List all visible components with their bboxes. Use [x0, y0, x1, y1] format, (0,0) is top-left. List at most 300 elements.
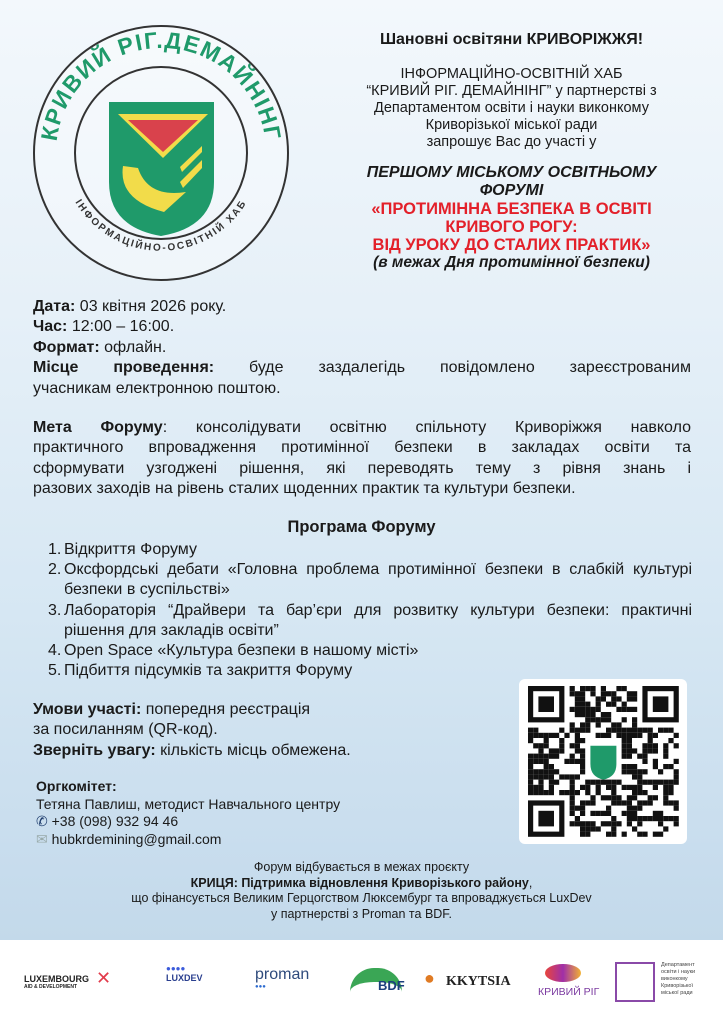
qr-module: [570, 707, 575, 712]
qr-module: [549, 764, 554, 769]
qr-module: [663, 790, 668, 795]
qr-module: [575, 790, 580, 795]
qr-module: [622, 811, 627, 816]
qr-module: [533, 785, 538, 790]
qr-module: [544, 733, 549, 738]
qr-module: [596, 722, 601, 727]
qr-module: [601, 821, 606, 826]
qr-module: [575, 816, 580, 821]
qr-module: [596, 785, 601, 790]
qr-module: [637, 806, 642, 811]
qr-module: [606, 717, 611, 722]
logo-kytsia: KKYTSIA: [446, 974, 511, 989]
qr-module: [575, 738, 580, 743]
qr-module: [653, 733, 658, 738]
qr-module: [590, 826, 595, 831]
qr-module: [637, 800, 642, 805]
program-title: Програма Форуму: [287, 518, 436, 536]
item-number: 3.: [48, 601, 62, 619]
qr-module: [632, 764, 637, 769]
qr-module: [570, 686, 575, 691]
qr-module: [627, 806, 632, 811]
qr-module: [590, 800, 595, 805]
qr-module: [575, 702, 580, 707]
org-title: Оргкомітет:: [36, 778, 117, 794]
qr-module: [585, 722, 590, 727]
qr-module: [538, 733, 543, 738]
qr-module: [580, 821, 585, 826]
qr-module: [580, 832, 585, 837]
qr-module: [668, 816, 673, 821]
qr-module: [616, 686, 621, 691]
logo-bdf: BDF: [378, 978, 405, 993]
kytsia-icon: ●: [424, 968, 435, 988]
qr-module: [544, 754, 549, 759]
logo-top-text: КРИВИЙ РІГ.ДЕМАЙНІНГ: [35, 26, 287, 143]
qr-module: [533, 790, 538, 795]
format-row: [33, 338, 691, 358]
footer-line: Форум відбувається в межах проєкту: [253, 860, 470, 874]
qr-module: [538, 790, 543, 795]
qr-module: [601, 696, 606, 701]
phone-row: [36, 813, 340, 831]
qr-module: [596, 826, 601, 831]
qr-module: [590, 795, 595, 800]
qr-module: [585, 790, 590, 795]
qr-module: [611, 785, 616, 790]
qr-module: [559, 728, 564, 733]
item-text: Підбиття підсумків та закриття Форуму: [64, 662, 353, 680]
qr-module: [642, 728, 647, 733]
qr-module: [549, 774, 554, 779]
qr-module: [637, 821, 642, 826]
qr-module: [528, 759, 533, 764]
qr-module: [663, 728, 668, 733]
qr-module: [616, 800, 621, 805]
qr-module: [585, 821, 590, 826]
item-text: Оксфордські дебати «Головна проблема протимінної безпеки в слабкій культурі безпеки в суспільстві»: [64, 561, 692, 599]
intro-line: Криворізької міської ради: [425, 117, 598, 133]
forum-line: ФОРУМІ: [479, 182, 544, 199]
project-footer: Форум відбувається в межах проєкту КРИЦЯ: Підтримка відновлення Криворізького району, що фінансується Великим Герцогством Люксембург та впроваджується LuxDev у партнерстві з Proman та BDF.: [0, 860, 723, 922]
qr-module: [648, 816, 653, 821]
program-item: [48, 560, 692, 600]
item-text: Відкриття Форуму: [64, 541, 197, 558]
qr-module: [596, 790, 601, 795]
qr-module: [549, 754, 554, 759]
qr-module: [554, 733, 559, 738]
registration-qr-code[interactable]: [519, 679, 687, 844]
qr-module: [637, 832, 642, 837]
qr-module: [668, 738, 673, 743]
qr-module: [606, 821, 611, 826]
qr-module: [596, 717, 601, 722]
qr-module: [663, 780, 668, 785]
qr-module: [648, 780, 653, 785]
qr-module: [601, 686, 606, 691]
qr-module: [544, 790, 549, 795]
goal-text: : консолідувати освітню спільноту Криворіжжя навколо: [162, 419, 692, 436]
qr-module: [544, 769, 549, 774]
qr-module: [528, 769, 533, 774]
qr-module: [622, 707, 627, 712]
qr-module: [564, 790, 569, 795]
qr-module: [658, 821, 663, 826]
qr-module: [642, 832, 647, 837]
email-row: [36, 831, 340, 849]
qr-module: [570, 728, 575, 733]
qr-module: [606, 691, 611, 696]
qr-module: [544, 764, 549, 769]
qr-module: [611, 780, 616, 785]
qr-module: [575, 821, 580, 826]
org-person: Тетяна Павлиш, методист Навчального центру: [36, 795, 341, 812]
qr-module: [585, 826, 590, 831]
qr-module: [590, 707, 595, 712]
logo-proman: proman ●●●: [255, 966, 310, 990]
qr-module: [590, 780, 595, 785]
qr-module: [674, 816, 679, 821]
qr-module: [622, 800, 627, 805]
qr-module: [549, 785, 554, 790]
footer-line: що фінансується Великим Герцогством Люксембург та впроваджується LuxDev: [131, 891, 592, 905]
qr-module: [637, 733, 642, 738]
item-number: 4.: [48, 642, 62, 660]
qr-module: [674, 800, 679, 805]
qr-module: [585, 717, 590, 722]
qr-module: [632, 795, 637, 800]
qr-module: [632, 774, 637, 779]
qr-code-image: [519, 679, 687, 844]
qr-module: [616, 733, 621, 738]
item-number: 2.: [48, 561, 62, 579]
qr-module: [580, 738, 585, 743]
qr-module: [632, 816, 637, 821]
qr-module: [627, 769, 632, 774]
qr-module: [590, 717, 595, 722]
conditions-label: Умови участі:: [33, 701, 142, 718]
participation-conditions: [33, 700, 453, 761]
logo-bottom-text: ІНФОРМАЦІЙНО-ОСВІТНІЙ ХАБ: [72, 197, 250, 254]
goal-line: сформувати узгоджені рішення, які переводять тему з рівня знань і: [33, 459, 691, 477]
qr-module: [653, 832, 658, 837]
qr-module: [616, 780, 621, 785]
qr-module: [622, 785, 627, 790]
qr-module: [606, 785, 611, 790]
qr-module: [653, 785, 658, 790]
qr-module: [674, 733, 679, 738]
qr-module: [590, 821, 595, 826]
qr-module: [585, 728, 590, 733]
qr-module: [533, 759, 538, 764]
qr-module: [663, 816, 668, 821]
qr-module: [580, 691, 585, 696]
qr-module: [606, 832, 611, 837]
qr-module: [580, 785, 585, 790]
qr-module: [663, 800, 668, 805]
qr-module: [564, 774, 569, 779]
logo-text: AID & DEVELOPMENT: [24, 984, 78, 990]
qr-module: [668, 785, 673, 790]
qr-module: [611, 832, 616, 837]
qr-module: [637, 774, 642, 779]
qr-module: [622, 743, 627, 748]
qr-module: [622, 738, 627, 743]
kr-bird-icon: [545, 964, 581, 982]
qr-module: [601, 712, 606, 717]
qr-module: [658, 811, 663, 816]
qr-module: [632, 785, 637, 790]
org-committee: [36, 778, 340, 848]
qr-module: [596, 780, 601, 785]
qr-module: [580, 722, 585, 727]
logo-department: [661, 962, 695, 997]
qr-module: [627, 707, 632, 712]
qr-module: [637, 816, 642, 821]
qr-module: [606, 806, 611, 811]
qr-module: [627, 754, 632, 759]
place-value-cont: учасникам електронною поштою.: [33, 379, 281, 397]
qr-module: [611, 728, 616, 733]
qr-module: [528, 733, 533, 738]
qr-module: [632, 811, 637, 816]
qr-module: [653, 811, 658, 816]
qr-module: [642, 769, 647, 774]
qr-module: [570, 821, 575, 826]
item-text: Лабораторія “Драйвери та бар’єри для розвитку культури безпеки: практичні рішення для закладів освіти”: [64, 601, 692, 639]
qr-module: [601, 795, 606, 800]
phone-number[interactable]: +38 (098) 932 94 46: [51, 813, 179, 829]
qr-module: [559, 748, 564, 753]
qr-module: [637, 769, 642, 774]
qr-module: [575, 712, 580, 717]
qr-module: [575, 733, 580, 738]
qr-module: [596, 696, 601, 701]
qr-module: [580, 686, 585, 691]
qr-module: [528, 780, 533, 785]
qr-module: [596, 811, 601, 816]
qr-module: [570, 759, 575, 764]
qr-module: [674, 780, 679, 785]
qr-module: [622, 769, 627, 774]
qr-module: [627, 748, 632, 753]
qr-module: [648, 748, 653, 753]
qr-module: [632, 790, 637, 795]
qr-module: [585, 785, 590, 790]
intro-line: Департаментом освіти і науки виконкому: [374, 100, 649, 116]
event-details: [33, 297, 691, 399]
qr-module: [601, 733, 606, 738]
qr-module: [668, 780, 673, 785]
qr-module: [663, 826, 668, 831]
qr-module: [596, 702, 601, 707]
qr-module: [538, 743, 543, 748]
forum-subtitle: (в межах Дня протимінної безпеки): [373, 254, 650, 271]
qr-module: [606, 702, 611, 707]
time-label: Час:: [33, 318, 68, 336]
qr-module: [590, 686, 595, 691]
qr-module: [549, 748, 554, 753]
qr-module: [627, 800, 632, 805]
qr-module: [606, 795, 611, 800]
qr-module: [653, 748, 658, 753]
qr-module: [549, 769, 554, 774]
intro-text: [300, 66, 723, 151]
qr-module: [616, 696, 621, 701]
qr-module: [580, 800, 585, 805]
qr-module: [549, 790, 554, 795]
qr-module: [580, 764, 585, 769]
qr-module: [611, 816, 616, 821]
note-text: кількість місць обмежена.: [155, 741, 351, 759]
qr-module: [554, 748, 559, 753]
qr-module: [580, 712, 585, 717]
qr-module: [585, 686, 590, 691]
qr-module: [616, 728, 621, 733]
qr-module: [611, 826, 616, 831]
qr-module: [637, 754, 642, 759]
qr-module: [627, 743, 632, 748]
qr-module: [580, 696, 585, 701]
qr-module: [570, 811, 575, 816]
logo-luxembourg: [24, 974, 89, 990]
goal-line: [33, 418, 691, 438]
qr-module: [642, 743, 647, 748]
forum-line: ПЕРШОМУ МІСЬКОМУ ОСВІТНЬОМУ: [366, 164, 657, 181]
qr-module: [580, 748, 585, 753]
qr-module: [642, 790, 647, 795]
hub-logo: [30, 22, 292, 284]
qr-module: [533, 743, 538, 748]
format-value: офлайн.: [99, 338, 167, 356]
mail-icon: ✉: [36, 830, 48, 847]
qr-module: [559, 790, 564, 795]
qr-module: [648, 800, 653, 805]
program-item: [48, 540, 692, 560]
qr-module: [575, 743, 580, 748]
qr-module: [674, 743, 679, 748]
qr-module: [627, 728, 632, 733]
goal-line: практичного впровадження протимінної безпеки в закладах освіти та: [33, 439, 691, 457]
qr-module: [622, 754, 627, 759]
qr-module: [575, 696, 580, 701]
qr-module: [590, 811, 595, 816]
qr-module: [570, 780, 575, 785]
qr-module: [575, 759, 580, 764]
qr-module: [538, 774, 543, 779]
qr-module: [533, 774, 538, 779]
qr-module: [570, 800, 575, 805]
email-link[interactable]: hubkrdemining@gmail.com: [51, 830, 222, 847]
qr-module: [648, 795, 653, 800]
qr-module: [627, 821, 632, 826]
intro-line: “КРИВИЙ РІГ. ДЕМАЙНІНГ” у партнерстві з: [366, 83, 657, 99]
format-label: Формат:: [33, 338, 100, 356]
qr-module: [632, 728, 637, 733]
qr-module: [601, 780, 606, 785]
qr-module: [528, 754, 533, 759]
qr-module: [533, 754, 538, 759]
logo-text: Департамент: [661, 962, 695, 968]
conditions-text: за посиланням (QR-код).: [33, 721, 218, 739]
logo-text: Криворізької: [661, 983, 693, 989]
qr-module: [580, 806, 585, 811]
qr-module: [559, 774, 564, 779]
qr-module: [627, 696, 632, 701]
qr-module: [632, 806, 637, 811]
logo-text: виконкому: [661, 976, 688, 982]
qr-module: [653, 764, 658, 769]
item-number: 5.: [48, 662, 62, 680]
program-list: [48, 540, 692, 681]
program-item: [48, 641, 692, 661]
program-item: [48, 601, 692, 641]
logo-text: LUXEMBOURG: [24, 974, 89, 984]
qr-module: [668, 728, 673, 733]
place-label: Місце проведення:: [33, 359, 215, 377]
qr-module: [674, 774, 679, 779]
qr-module: [570, 785, 575, 790]
footer-line: у партнерстві з Proman та BDF.: [270, 906, 453, 921]
qr-module: [632, 722, 637, 727]
qr-module: [642, 780, 647, 785]
qr-module: [616, 722, 621, 727]
qr-module: [627, 733, 632, 738]
qr-module: [606, 712, 611, 717]
qr-module: [622, 686, 627, 691]
qr-module: [585, 707, 590, 712]
qr-module: [648, 738, 653, 743]
logo-text: міської ради: [661, 990, 693, 996]
qr-module: [544, 759, 549, 764]
qr-module: [648, 728, 653, 733]
qr-module: [611, 696, 616, 701]
place-value: буде заздалегідь повідомлено зареєстрованим: [214, 359, 691, 377]
qr-module: [611, 790, 616, 795]
qr-module: [538, 811, 554, 827]
qr-module: [632, 707, 637, 712]
qr-module: [616, 821, 621, 826]
qr-module: [580, 728, 585, 733]
qr-module: [538, 759, 543, 764]
qr-module: [642, 748, 647, 753]
qr-module: [611, 821, 616, 826]
date-value: 03 квітня 2026 року.: [75, 298, 227, 315]
qr-module: [648, 733, 653, 738]
qr-module: [653, 795, 658, 800]
date-label: Дата:: [33, 298, 76, 315]
qr-module: [554, 780, 559, 785]
item-number: 1.: [48, 541, 62, 558]
qr-module: [528, 764, 533, 769]
partner-logos: [0, 940, 723, 1024]
qr-module: [611, 691, 616, 696]
place-row: [33, 358, 691, 378]
qr-center-shield-icon: [590, 746, 616, 780]
date-row: [33, 297, 691, 317]
qr-module: [653, 696, 669, 712]
qr-module: [668, 800, 673, 805]
qr-module: [642, 754, 647, 759]
greeting: Шановні освітяни КРИВОРІЖЖЯ!: [379, 31, 644, 48]
qr-module: [658, 780, 663, 785]
qr-module: [637, 780, 642, 785]
goal-line: разових заходів на рівень сталих щоденних практик та культури безпеки.: [33, 480, 576, 498]
qr-module: [632, 748, 637, 753]
qr-module: [533, 733, 538, 738]
qr-module: [663, 795, 668, 800]
qr-module: [658, 816, 663, 821]
